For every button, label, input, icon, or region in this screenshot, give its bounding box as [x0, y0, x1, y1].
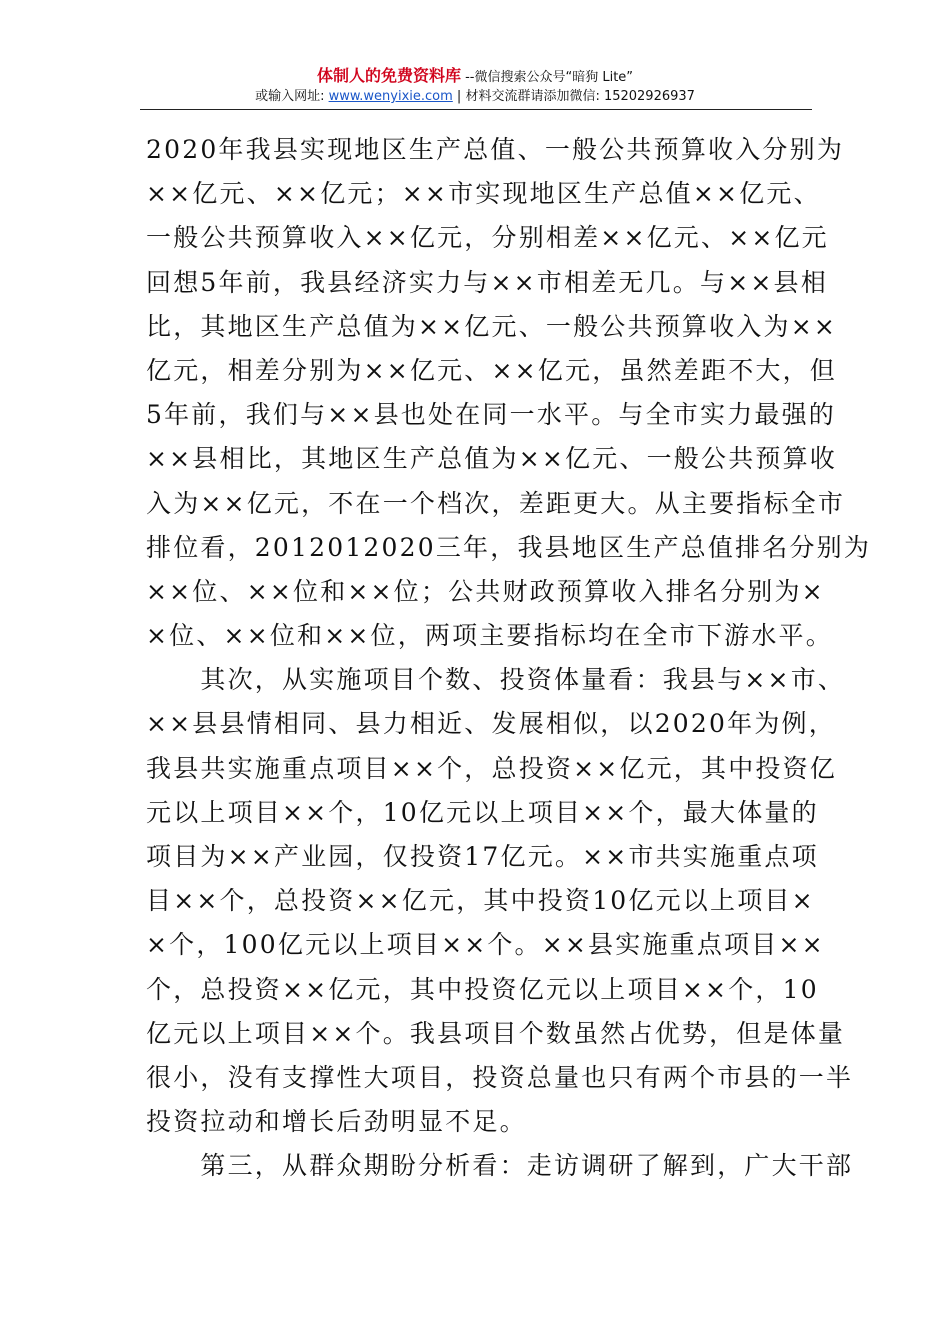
header-contact: | 材料交流群请添加微信: 15202926937 [452, 89, 695, 104]
page-header [0, 66, 950, 106]
text-line: 5年前，我们与××县也处在同一水平。与全市实力最强的 [146, 400, 837, 430]
text-line: 排位看，2012012020三年，我县地区生产总值排名分别为 [146, 532, 872, 562]
header-contact-line [0, 88, 950, 106]
header-divider [140, 109, 812, 110]
text-line: 我县共实施重点项目××个，总投资××亿元，其中投资亿 [146, 753, 837, 783]
text-line: 元以上项目××个，10亿元以上项目××个，最大体量的 [146, 797, 819, 827]
text-line: 一般公共预算收入××亿元，分别相差××亿元、××亿元 [146, 223, 829, 253]
header-website-link[interactable]: www.wenyixie.com [328, 89, 453, 104]
header-title-line [0, 66, 950, 86]
text-line: 其次，从实施项目个数、投资体量看：我县与××市、 [146, 665, 846, 695]
text-line: 2020年我县实现地区生产总值、一般公共预算收入分别为 [146, 135, 845, 164]
text-line: 第三，从群众期盼分析看：走访调研了解到，广大干部 [146, 1151, 854, 1181]
text-line: 很小，没有支撑性大项目，投资总量也只有两个市县的一半 [146, 1062, 854, 1092]
text-line: 入为××亿元，不在一个档次，差距更大。从主要指标全市 [146, 488, 846, 518]
text-line: ××县县情相同、县力相近、发展相似，以2020年为例， [146, 709, 836, 739]
header-brand: 体制人的免费资料库 [316, 66, 461, 85]
text-line: 个，总投资××亿元，其中投资亿元以上项目××个，10 [146, 974, 819, 1004]
text-line: 投资拉动和增长后劲明显不足。 [146, 1107, 527, 1137]
text-line: 亿元以上项目××个。我县项目个数虽然占优势，但是体量 [146, 1018, 846, 1048]
text-line: ××县相比，其地区生产总值为××亿元、一般公共预算收 [146, 444, 837, 474]
text-line: ××亿元、××亿元；××市实现地区生产总值××亿元、 [146, 179, 821, 209]
header-url-prefix: 或输入网址: [255, 89, 329, 104]
text-line: 回想5年前，我县经济实力与××市相差无几。与××县相 [146, 267, 828, 297]
text-line: ×个，100亿元以上项目××个。××县实施重点项目×× [146, 930, 825, 960]
text-line: 目××个，总投资××亿元，其中投资10亿元以上项目× [146, 886, 815, 916]
body-text [146, 128, 872, 1189]
text-line: 比，其地区生产总值为××亿元、一般公共预算收入为×× [146, 311, 837, 341]
text-line: 亿元，相差分别为××亿元、××亿元，虽然差距不大，但 [146, 355, 837, 385]
text-line: ×位、××位和××位，两项主要指标均在全市下游水平。 [146, 621, 833, 651]
text-line: 项目为××产业园，仅投资17亿元。××市共实施重点项 [146, 842, 819, 871]
header-slogan: --微信搜索公众号“暗狗 Lite” [460, 70, 634, 85]
text-line: ××位、××位和××位；公共财政预算收入排名分别为× [146, 576, 825, 606]
